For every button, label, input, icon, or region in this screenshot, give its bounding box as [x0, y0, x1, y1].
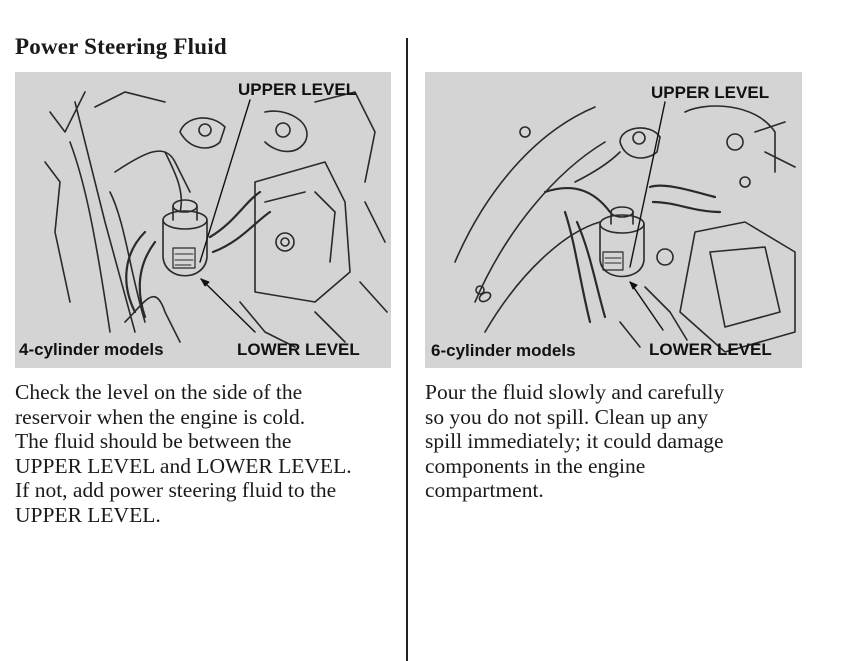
page-title: Power Steering Fluid: [15, 34, 227, 59]
figure-6-cylinder: [425, 72, 802, 368]
text-line: Pour the fluid slowly and carefully: [425, 380, 725, 404]
lower-level-label: LOWER LEVEL: [649, 340, 772, 359]
text-line: compartment.: [425, 478, 544, 502]
instructions-right: [425, 380, 724, 503]
lower-level-label: LOWER LEVEL: [237, 340, 360, 359]
figure-4-cylinder: [15, 72, 391, 368]
text-line: so you do not spill. Clean up any: [425, 404, 709, 429]
text-line: The fluid should be between the: [15, 429, 292, 453]
instructions-left: [15, 380, 352, 527]
upper-level-label: UPPER LEVEL: [651, 83, 770, 102]
text-line: UPPER LEVEL and LOWER LEVEL.: [15, 453, 352, 478]
upper-level-label: UPPER LEVEL: [238, 80, 357, 99]
figure-caption: 4-cylinder models: [19, 340, 164, 359]
text-line: components in the engine: [425, 453, 646, 478]
column-divider: [406, 38, 408, 661]
text-line: If not, add power steering fluid to the: [15, 478, 337, 502]
text-line: Check the level on the side of the: [15, 380, 303, 404]
figure-caption: 6-cylinder models: [431, 341, 576, 360]
text-line: reservoir when the engine is cold.: [15, 404, 306, 429]
text-line: UPPER LEVEL.: [15, 502, 161, 527]
text-line: spill immediately; it could damage: [425, 429, 724, 453]
